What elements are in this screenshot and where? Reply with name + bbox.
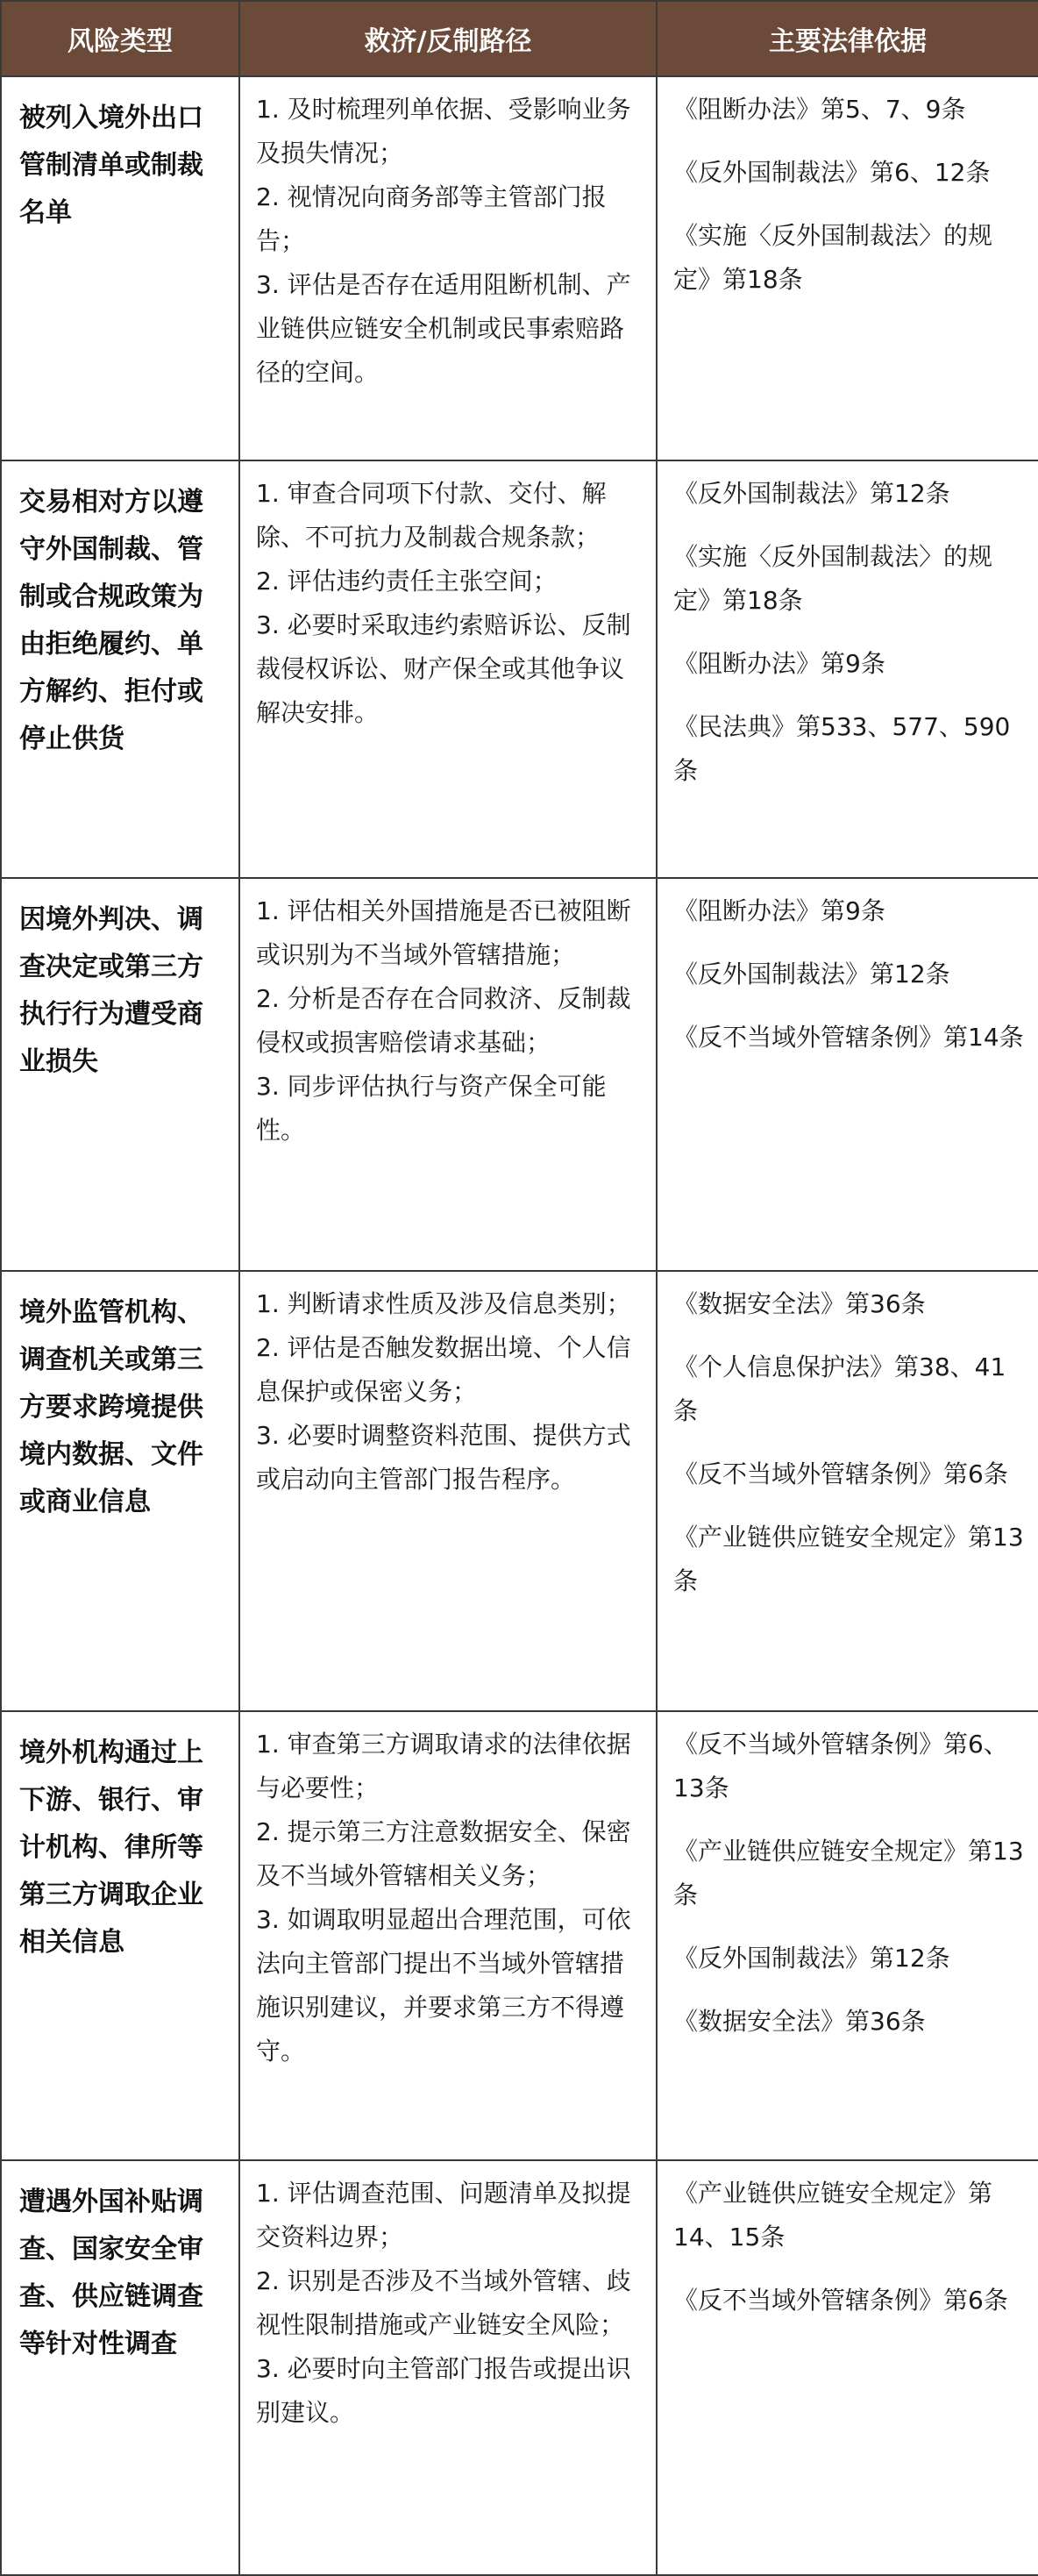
law-reference: 《数据安全法》第36条 [673,2007,926,2036]
law-reference: 《阻断办法》第9条 [673,896,885,925]
remedy-step: 2. 评估是否触发数据出境、个人信息保护或保密义务； [256,1333,631,1406]
table-row [1,878,1038,1271]
law-reference: 《产业链供应链安全规定》第13条 [673,1837,1024,1909]
remedy-step: 2. 评估违约责任主张空间； [256,567,558,596]
header-remedy-path: 救济/反制路径 [239,1,657,76]
remedy-step: 3. 评估是否存在适用阻断机制、产业链供应链安全机制或民事索赔路径的空间。 [256,270,631,387]
law-reference: 《反不当域外管辖条例》第6条 [673,1459,1008,1488]
remedy-step: 2. 识别是否涉及不当域外管辖、歧视性限制措施或产业链安全风险； [256,2266,631,2339]
law-reference: 《反外国制裁法》第12条 [673,1944,950,1973]
law-reference: 《个人信息保护法》第38、41条 [673,1352,1006,1425]
remedy-step: 1. 评估相关外国措施是否已被阻断或识别为不当域外管辖措施； [256,896,631,969]
remedy-step: 3. 必要时调整资料范围、提供方式或启动向主管部门报告程序。 [256,1421,631,1494]
remedy-step: 2. 视情况向商务部等主管部门报告； [256,182,607,255]
law-reference: 《产业链供应链安全规定》第14、15条 [673,2179,993,2251]
table-row [1,1271,1038,1711]
remedy-path-cell [239,1271,657,1711]
legal-basis-cell [657,1711,1038,2160]
law-reference: 《实施〈反外国制裁法〉的规定》第18条 [673,221,993,294]
remedy-step: 1. 及时梳理列单依据、受影响业务及损失情况； [256,95,631,168]
law-reference: 《阻断办法》第5、7、9条 [673,95,966,124]
header-risk-type: 风险类型 [1,1,239,76]
table-row [1,76,1038,460]
remedy-step: 3. 必要时向主管部门报告或提出识别建议。 [256,2354,631,2427]
table-row [1,2160,1038,2575]
remedy-path-cell [239,460,657,878]
table-header-row [1,1,1038,76]
remedy-step: 3. 如调取明显超出合理范围，可依法向主管部门提出不当域外管辖措施识别建议，并要求第三方不得遵守。 [256,1905,631,2066]
law-reference: 《反不当域外管辖条例》第6条 [673,2286,1008,2315]
risk-type-cell: 被列入境外出口管制清单或制裁名单 [1,76,239,460]
remedy-path-cell [239,878,657,1271]
remedy-step: 1. 审查合同项下付款、交付、解除、不可抗力及制裁合规条款； [256,479,607,552]
law-reference: 《民法典》第533、577、590条 [673,712,1011,785]
legal-basis-cell [657,1271,1038,1711]
table-row [1,460,1038,878]
remedy-step: 1. 评估调查范围、问题清单及拟提交资料边界； [256,2179,631,2251]
remedy-path-cell [239,1711,657,2160]
law-reference: 《数据安全法》第36条 [673,1289,926,1318]
risk-type-cell: 境外机构通过上下游、银行、审计机构、律所等第三方调取企业相关信息 [1,1711,239,2160]
law-reference: 《产业链供应链安全规定》第13条 [673,1523,1024,1595]
table-row [1,1711,1038,2160]
legal-basis-cell [657,878,1038,1271]
remedy-step: 1. 判断请求性质及涉及信息类别； [256,1289,631,1318]
risk-type-cell: 因境外判决、调查决定或第三方执行行为遭受商业损失 [1,878,239,1271]
law-reference: 《反外国制裁法》第6、12条 [673,158,991,187]
remedy-path-cell [239,76,657,460]
remedy-step: 3. 同步评估执行与资产保全可能性。 [256,1072,607,1145]
legal-basis-cell [657,2160,1038,2575]
law-reference: 《反不当域外管辖条例》第6、13条 [673,1730,1008,1802]
risk-type-cell: 交易相对方以遵守外国制裁、管制或合规政策为由拒绝履约、单方解约、拒付或停止供货 [1,460,239,878]
legal-basis-cell [657,460,1038,878]
header-legal-basis: 主要法律依据 [657,1,1038,76]
law-reference: 《反不当域外管辖条例》第14条 [673,1023,1024,1052]
remedy-step: 2. 提示第三方注意数据安全、保密及不当域外管辖相关义务； [256,1817,631,1890]
law-reference: 《反外国制裁法》第12条 [673,960,950,988]
law-reference: 《反外国制裁法》第12条 [673,479,950,508]
legal-basis-cell [657,76,1038,460]
law-reference: 《阻断办法》第9条 [673,649,885,678]
remedy-step: 2. 分析是否存在合同救济、反制裁侵权或损害赔偿请求基础； [256,984,631,1057]
remedy-step: 3. 必要时采取违约索赔诉讼、反制裁侵权诉讼、财产保全或其他争议解决安排。 [256,610,631,727]
law-reference: 《实施〈反外国制裁法〉的规定》第18条 [673,542,993,615]
risk-type-cell: 境外监管机构、调查机关或第三方要求跨境提供境内数据、文件或商业信息 [1,1271,239,1711]
remedy-path-cell [239,2160,657,2575]
remedy-step: 1. 审查第三方调取请求的法律依据与必要性； [256,1730,631,1802]
risk-type-cell: 遭遇外国补贴调查、国家安全审查、供应链调查等针对性调查 [1,2160,239,2575]
